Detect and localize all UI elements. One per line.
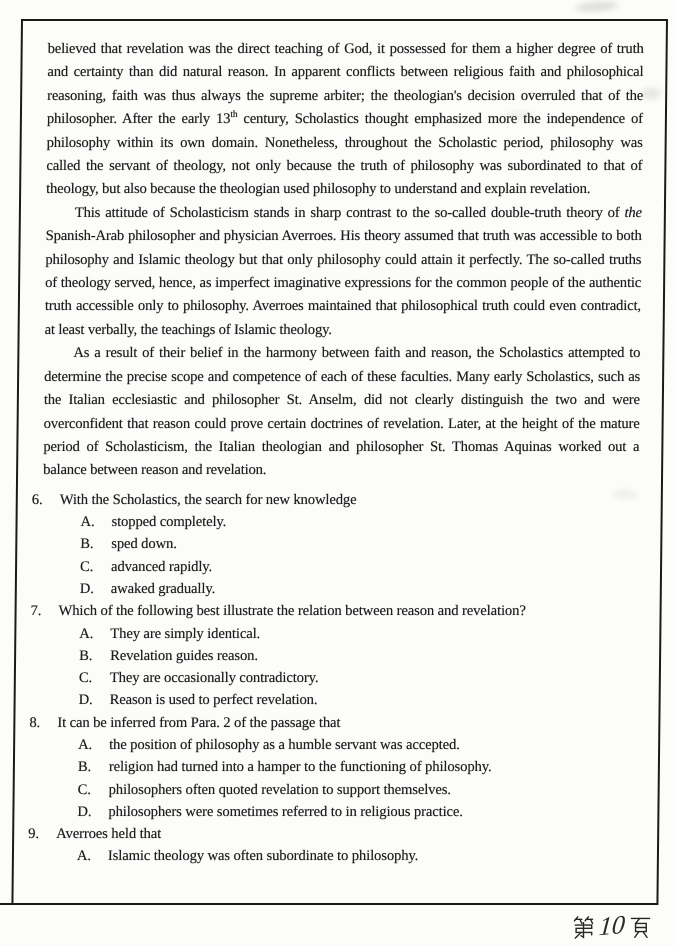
answer-option <box>78 779 636 801</box>
option-text: They are occasionally contradictory. <box>109 670 319 687</box>
option-text: philosophers were sometimes referred to in religious practice. <box>108 803 463 820</box>
question-block <box>28 823 635 868</box>
question-text: Which of the following best illustrate the relation between reason and revelation? <box>58 603 526 620</box>
question-stem <box>32 489 639 511</box>
question-list <box>28 489 639 868</box>
question-block <box>30 600 638 711</box>
answer-option <box>79 689 637 711</box>
option-text: Reason is used to perfect revelation. <box>109 692 318 709</box>
text-run: century, Scholastics thought emphasized more the independence of philosophy within its own domain. Nonetheless, throughout the Scholastic period, philosophy was called the servant of theology, not only because the truth of philosophy was subordinated to that of theology, but also because the theologian used philosophy to understand and explain revelation. <box>46 111 644 198</box>
answer-option <box>80 533 638 555</box>
question-text: Averroes held that <box>56 826 162 843</box>
option-letter: D. <box>77 803 92 820</box>
border-extension-line <box>0 903 14 905</box>
emphasis-text: the <box>624 204 642 221</box>
question-number: 9. <box>28 826 40 843</box>
question-text: With the Scholastics, the search for new knowledge <box>59 491 357 508</box>
answer-option <box>78 734 636 756</box>
option-letter: D. <box>78 692 93 709</box>
question-stem <box>30 600 637 622</box>
option-text: advanced rapidly. <box>110 558 213 575</box>
option-text: sped down. <box>111 536 177 553</box>
footer-char-di <box>572 915 595 940</box>
page-footer <box>572 909 652 942</box>
answer-option <box>77 845 635 867</box>
answer-option <box>80 578 638 600</box>
option-letter: C. <box>79 558 94 575</box>
option-letter: C. <box>78 670 93 687</box>
option-letter: A. <box>79 625 94 642</box>
answer-option <box>80 511 638 533</box>
option-text: Islamic theology was often subordinate to philosophy. <box>107 848 419 865</box>
option-letter: B. <box>80 536 94 553</box>
question-text: It can be inferred from Para. 2 of the passage that <box>57 714 341 731</box>
text-run: This attitude of Scholasticism stands in sharp contrast to the so-called double-truth theory of <box>74 204 625 221</box>
option-letter: B. <box>77 759 92 776</box>
option-letter: A. <box>78 736 93 753</box>
footer-char-ye <box>629 915 652 940</box>
option-letter: D. <box>79 580 94 597</box>
question-block <box>28 712 636 823</box>
passage-paragraph <box>45 202 643 342</box>
option-text: stopped completely. <box>111 514 227 531</box>
answer-option <box>79 667 637 689</box>
reading-passage <box>43 38 644 483</box>
option-letter: C. <box>77 781 91 798</box>
answer-option <box>78 756 636 778</box>
option-text: religion had turned into a hamper to the functioning of philosophy. <box>108 759 492 776</box>
question-stem <box>29 712 636 734</box>
answer-option <box>79 645 637 667</box>
option-text: Revelation guides reason. <box>110 647 259 664</box>
option-letter: A. <box>76 848 92 865</box>
question-block <box>31 489 639 600</box>
text-run: As a result of their belief in the harmony between faith and reason, the Scholastics attempted to determine the precise scope and competence of each of these faculties. Many early Scholastics, such as the Italian ecclesiastic and philosopher St. Anselm, did not clearly distinguish the two and were overconfident that reason could prove certain doctrines of revelation. Later, at the height of the mature period of Scholasticism, the Italian theologian and philosopher St. Thomas Aquinas worked out a balance between reason and revelation. <box>43 345 641 479</box>
option-text: philosophers often quoted revelation to support themselves. <box>108 781 452 798</box>
scan-smudge <box>576 1 619 13</box>
option-letter: A. <box>80 514 95 531</box>
option-letter: B. <box>79 647 93 664</box>
answer-option <box>79 623 637 645</box>
question-number: 7. <box>30 603 42 620</box>
answer-option <box>77 801 635 823</box>
question-stem <box>28 823 635 845</box>
answer-option <box>80 556 638 578</box>
footer-page-number: 10 <box>597 909 627 942</box>
text-run: Spanish-Arab philosopher and physician Averroes. His theory assumed that truth was accessible to both philosophy and Islamic theology but that only philosophy could attain it perfectly. The so-called truths of theology served, hence, as imperfect imaginative expressions for the common people of the authentic truth accessible only to philosophy. Averroes maintained that philosophical truth could even contradict, at least verbally, the teachings of Islamic theology. <box>44 228 642 338</box>
text-run: believed that revelation was the direct teaching of God, it possessed for them a higher degree of truth and certainty than did natural reason. In apparent conflicts between religious faith and philosophical reasoning, faith was thus always the supreme arbiter; the theologian's decision overruled that of the philosopher. After the early 13 <box>46 41 644 128</box>
option-text: awaked gradually. <box>110 580 216 597</box>
option-text: the position of philosophy as a humble servant was accepted. <box>109 736 460 753</box>
question-number: 8. <box>29 714 41 731</box>
superscript: th <box>230 110 238 121</box>
question-number: 6. <box>31 491 43 508</box>
option-text: They are simply identical. <box>110 625 261 642</box>
passage-paragraph <box>46 38 644 202</box>
passage-paragraph <box>43 342 641 482</box>
passage-border-box <box>11 19 668 905</box>
